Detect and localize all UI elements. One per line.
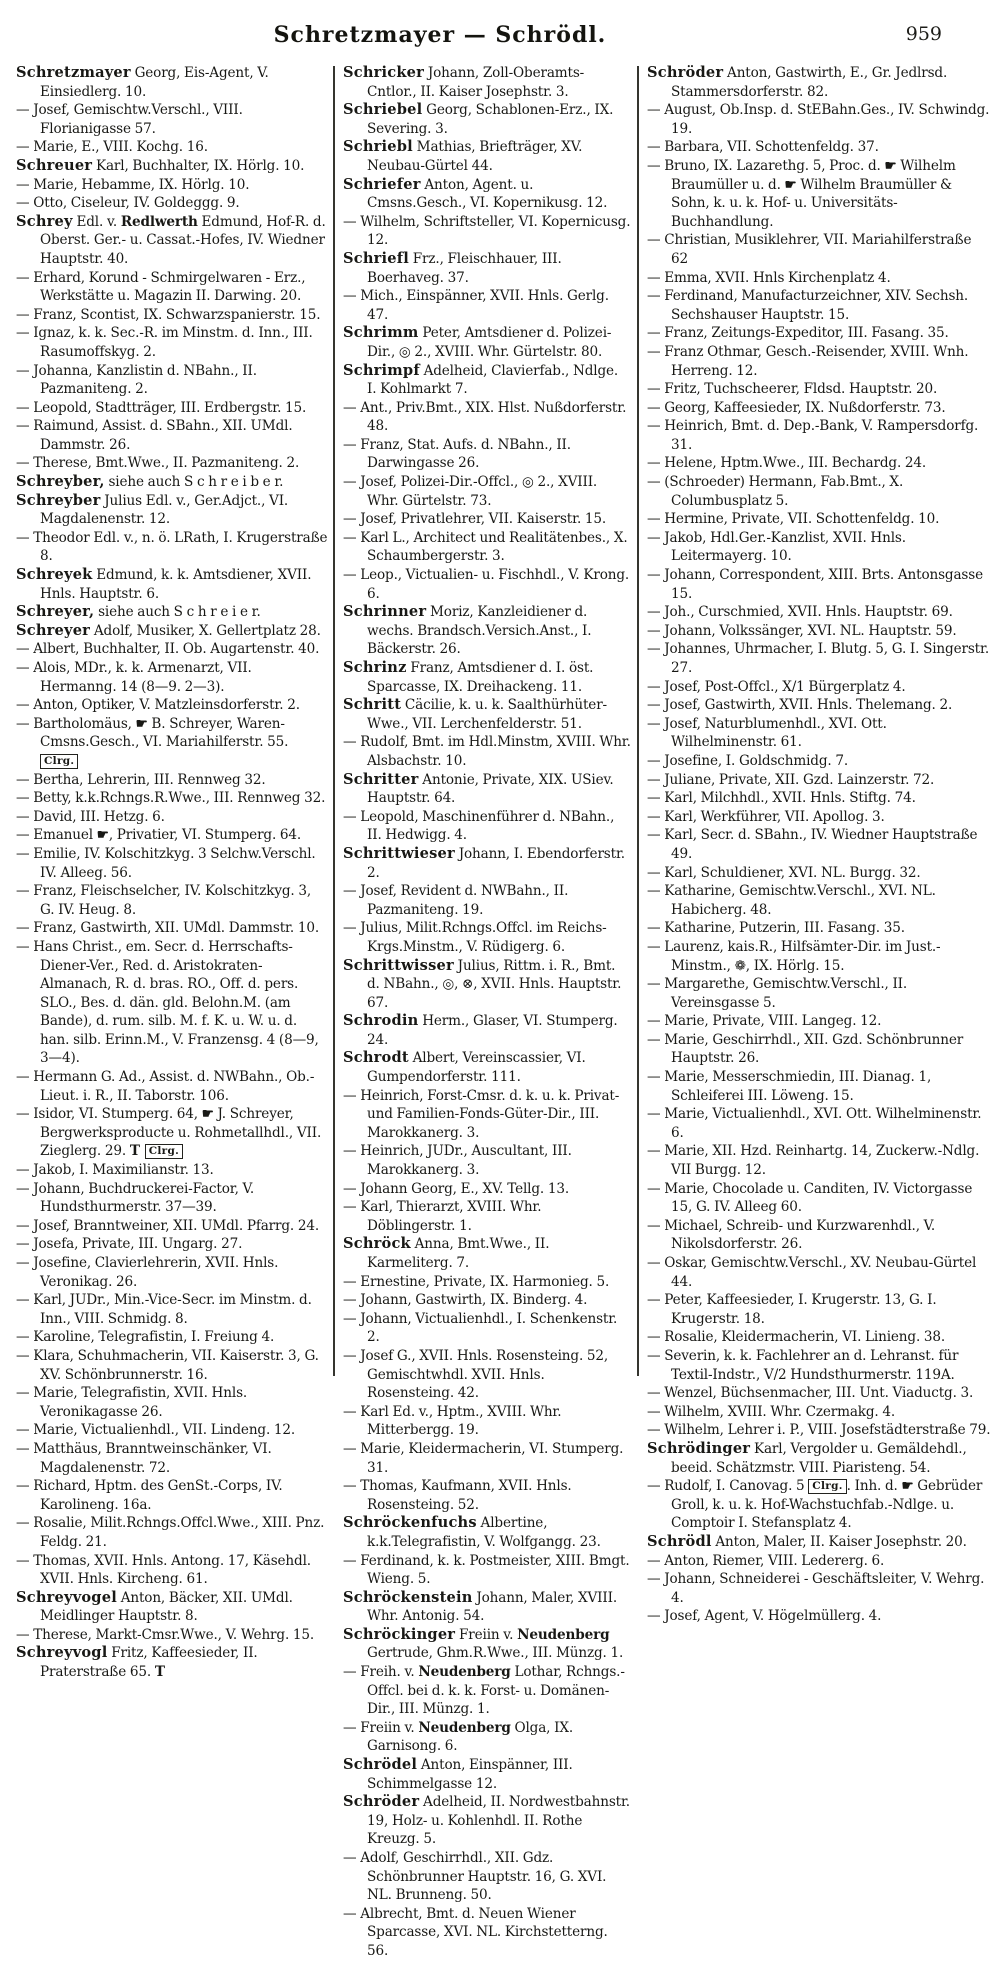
directory-entry: — Rudolf, I. Canovag. 5 Clrg. . Inh. d. ☛ Gebrüder Groll, k. u. k. Hof-Wachstuchfab.-Ndlge. u. Comptoir I. Stefansplatz 4. — [647, 1478, 983, 1532]
directory-entry: — Marie, XII. Hzd. Reinhartg. 14, Zuckerw.-Ndlg. VII Burgg. 12. — [647, 1143, 980, 1179]
directory-entry: — Mich., Einspänner, XVII. Hnls. Gerlg. 47. — [343, 288, 609, 323]
directory-entry-head: Schreyber Julius Edl. v., Ger.Adjct., VI. Magdalenenstr. 12. — [16, 491, 289, 528]
directory-entry: — Johann, Schneiderei - Geschäftsleiter, V. Wehrg. 4. — [647, 1571, 985, 1606]
directory-entry: — Emanuel ☛, Privatier, VI. Stumperg. 64. — [16, 827, 302, 844]
directory-entry: — Josef, Polizei-Dir.-Offcl., ◎ 2., XVIII. Whr. Gürtelstr. 73. — [343, 474, 598, 509]
directory-entry-head: Schriefl Frz., Fleischhauer, III. Boerhaveg. 37. — [343, 249, 562, 286]
directory-entry: — Marie, Telegrafistin, XVII. Hnls. Veronikagasse 26. — [16, 1385, 248, 1420]
directory-entry: — Michael, Schreib- und Kurzwarenhdl., V. Nikolsdorferstr. 26. — [647, 1217, 936, 1253]
directory-entry: — Josefine, I. Goldschmidg. 7. — [647, 752, 848, 769]
directory-entry: — Rosalie, Kleidermacherin, VI. Linieng. 38. — [647, 1329, 946, 1346]
directory-entry: — Jakob, Hdl.Ger.-Kanzlist, XVII. Hnls. Leitermayerg. 10. — [647, 529, 906, 565]
registered-firm-hand-icon: ☛ — [784, 176, 797, 193]
directory-column-1 — [16, 64, 328, 1682]
surname: Schrödl — [647, 1532, 712, 1550]
surname: Schröck — [343, 1235, 411, 1253]
directory-entry: — Bruno, IX. Lazarethg. 5, Proc. d. ☛ Wilhelm Braumüller u. d. ☛ Wilhelm Braumüller & Sohn, k. u. k. Hof- u. Universitäts-Buchhandlung. — [647, 157, 956, 230]
directory-entry: — Raimund, Assist. d. SBahn., XII. UMdl. Dammstr. 26. — [16, 418, 293, 453]
directory-entry-head: Schreyer Adolf, Musiker, X. Gellertplatz 28. — [16, 621, 321, 639]
directory-entry: — Severin, k. k. Fachlehrer an d. Lehranst. für Textil-Indstr., V/2 Hundsthurmerstr. 119A. — [647, 1347, 959, 1383]
directory-entry: — Fritz, Tuchscheerer, Fldsd. Hauptstr. 20. — [647, 381, 938, 398]
directory-entry: — Freiin v. Neudenberg Olga, IX. Garnisong. 6. — [343, 1719, 574, 1755]
surname: Schricker — [343, 64, 425, 81]
directory-entry: — Alois, MDr., k. k. Armenarzt, VII. Hermanng. 14 (8—9. 2—3). — [16, 660, 252, 695]
surname: Schreyber — [16, 491, 101, 509]
directory-entry: — Karl L., Architect und Realitätenbes., X. Schaumbergerstr. 3. — [343, 529, 628, 565]
directory-entry: — Matthäus, Branntweinschänker, VI. Magdalenenstr. 72. — [16, 1440, 272, 1476]
directory-entry: — Karl, Schuldiener, XVI. NL. Burgg. 32. — [647, 864, 921, 881]
directory-entry: — Karl, Thierarzt, XVIII. Whr. Döblingerstr. 1. — [343, 1199, 542, 1234]
registered-firm-hand-icon: ☛ — [135, 715, 148, 732]
directory-entry: — Betty, k.k.Rchngs.R.Wwe., III. Rennweg 32. — [16, 790, 326, 807]
directory-entry: — Wilhelm, Lehrer i. P., VIII. Josefstädterstraße 79. — [647, 1422, 991, 1439]
directory-entry-head: Schröckinger Freiin v. Neudenberg Gertrude, Ghm.R.Wwe., III. Münzg. 1. — [343, 1625, 624, 1662]
running-title: Schretzmayer — Schrödl. — [273, 22, 607, 48]
directory-entry: — Albrecht, Bmt. d. Neuen Wiener Sparcasse, XVI. NL. Kirchstetterng. 56. — [343, 1905, 608, 1959]
directory-entry: — Wilhelm, XVIII. Whr. Czermakg. 4. — [647, 1403, 896, 1420]
directory-entry: — Anton, Optiker, V. Matzleinsdorferstr. 2. — [16, 697, 300, 714]
registered-firm-hand-icon: ☛ — [884, 157, 897, 174]
surname: Schrinz — [343, 659, 407, 676]
directory-entry: — Franz, Fleischselcher, IV. Kolschitzkyg. 3, G. IV. Heug. 8. — [16, 883, 312, 918]
directory-entry: — Karoline, Telegrafistin, I. Freiung 4. — [16, 1329, 275, 1346]
directory-entry: — Josef, Privatlehrer, VII. Kaiserstr. 15. — [343, 511, 607, 528]
directory-entry: — Leop., Victualien- u. Fischhdl., V. Krong. 6. — [343, 567, 630, 602]
directory-entry-head: Schrey Edl. v. Redlwerth Edmund, Hof-R. d. Oberst. Ger.- u. Cassat.-Hofes, IV. Wiedner Hauptstr. 40. — [16, 212, 326, 267]
directory-entry: — Adolf, Geschirrhdl., XII. Gdz. Schönbrunner Hauptstr. 16, G. XVI. NL. Brunneng. 50. — [343, 1850, 607, 1904]
directory-entry: — Georg, Kaffeesieder, IX. Nußdorferstr. 73. — [647, 399, 946, 416]
directory-entry: — Otto, Ciseleur, IV. Goldeggg. 9. — [16, 195, 240, 212]
directory-entry: — Wilhelm, Schriftsteller, VI. Kopernicusg. 12. — [343, 213, 631, 249]
directory-entry: — Marie, Geschirrhdl., XII. Gzd. Schönbrunner Hauptstr. 26. — [647, 1031, 964, 1067]
surname: Schröckinger — [343, 1625, 456, 1643]
surname: Schröder — [647, 64, 724, 81]
directory-entry: — Heinrich, JUDr., Auscultant, III. Marokkanerg. 3. — [343, 1143, 572, 1179]
directory-entry: — Christian, Musiklehrer, VII. Mariahilferstraße 62 — [647, 232, 972, 267]
directory-entry: — Josef, Naturblumenhdl., XVI. Ott. Wilhelminenstr. 61. — [647, 715, 887, 751]
directory-entry: — Oskar, Gemischtw.Verschl., XV. Neubau-Gürtel 44. — [647, 1255, 977, 1290]
surname: Schreyber, — [16, 473, 105, 491]
directory-entry: — Johann, Victualienhdl., I. Schenkenstr. 2. — [343, 1310, 618, 1346]
directory-entry: — Marie, Chocolade u. Canditen, IV. Victorgasse 15, G. IV. Alleeg 60. — [647, 1180, 973, 1216]
surname: Schröckenstein — [343, 1588, 473, 1606]
directory-entry: — Ignaz, k. k. Sec.-R. im Minstm. d. Inn., III. Rasumoffskyg. 2. — [16, 325, 313, 360]
directory-entry-head: Schreyvogl Fritz, Kaffeesieder, II. Praterstraße 65. T — [16, 1644, 258, 1681]
surname: Schreyek — [16, 566, 93, 584]
surname: Schriefl — [343, 249, 409, 267]
directory-entry: — Hans Christ., em. Secr. d. Herrschafts-Diener-Ver., Red. d. Aristokraten-Almanach, R. d. bras. RO., Off. d. pers. SLO., Bes. d. dän. gld. Belohn.M. (am Bande), d. rum. silb. M. f. K. u. W. u. d. han. silb. Erinn.M., V. Franzensg. 4 (8—9, 3—4). — [16, 938, 319, 1067]
directory-entry: — Marie, E., VIII. Kochg. 16. — [16, 139, 208, 156]
registered-firm-hand-icon: ☛ — [201, 1106, 214, 1123]
directory-entry: — Katharine, Gemischtw.Verschl., XVI. NL. Habicherg. 48. — [647, 883, 936, 918]
directory-entry: — Heinrich, Bmt. d. Dep.-Bank, V. Rampersdorfg. 31. — [647, 418, 979, 453]
directory-entry: — Rudolf, Bmt. im Hdl.Minstm, XVIII. Whr. Alsbachstr. 10. — [343, 734, 631, 769]
directory-column-3 — [647, 64, 991, 1626]
directory-entry: — Karl, Werkführer, VII. Apollog. 3. — [647, 808, 885, 825]
directory-entry: — Emilie, IV. Kolschitzkyg. 3 Selchw.Verschl. IV. Alleeg. 56. — [16, 845, 316, 881]
directory-entry: — Heinrich, Forst-Cmsr. d. k. u. k. Privat- und Familien-Fonds-Güter-Dir., III. Marokkanerg. 3. — [343, 1087, 620, 1141]
directory-entry: — Hermann G. Ad., Assist. d. NWBahn., Ob.-Lieut. i. R., II. Taborstr. 106. — [16, 1069, 315, 1104]
surname: Schrey — [16, 212, 73, 230]
surname: Schrimpf — [343, 361, 420, 379]
page-number: 959 — [905, 23, 942, 45]
surname: Schreuer — [16, 156, 93, 174]
directory-entry-head: Schrodt Albert, Vereinscassier, VI. Gumpendorferstr. 111. — [343, 1049, 586, 1086]
surname: Schreyer — [16, 621, 91, 639]
directory-entry-head: Schrödl Anton, Maler, II. Kaiser Josephstr. 20. — [647, 1532, 967, 1550]
surname: Schröckenfuchs — [343, 1514, 477, 1532]
surname: Schrittwisser — [343, 956, 454, 974]
directory-entry: — Karl, Secr. d. SBahn., IV. Wiedner Hauptstraße 49. — [647, 827, 978, 862]
directory-entry: — Thomas, XVII. Hnls. Antong. 17, Käsehdl. XVII. Hnls. Kircheng. 61. — [16, 1552, 311, 1588]
directory-entry: — Juliane, Private, XII. Gzd. Lainzerstr. 72. — [647, 771, 935, 788]
directory-entry: — Marie, Kleidermacherin, VI. Stumperg. 31. — [343, 1440, 624, 1476]
surname: Schrödinger — [647, 1439, 751, 1457]
directory-entry: — Karl Ed. v., Hptm., XVIII. Whr. Mitterbergg. 19. — [343, 1403, 562, 1439]
surname: Schrittwieser — [343, 844, 455, 862]
surname: Schrodt — [343, 1049, 409, 1067]
directory-entry: — Erhard, Korund - Schmirgelwaren - Erz., Werkstätte u. Magazin II. Darwing. 20. — [16, 269, 306, 305]
directory-entry: — David, III. Hetzg. 6. — [16, 808, 165, 825]
directory-entry: — Bartholomäus, ☛ B. Schreyer, Waren-Cmsns.Gesch., VI. Mariahilferstr. 55. Clrg. — [16, 715, 289, 767]
directory-entry: — Karl, JUDr., Min.-Vice-Secr. im Minstm. d. Inn., VIII. Schmidg. 8. — [16, 1292, 312, 1327]
directory-entry: — Isidor, VI. Stumperg. 64, ☛ J. Schreyer, Bergwerksproducte u. Rohmetallhdl., VII. Zieglerg. 29. T Clrg. — [16, 1106, 322, 1160]
surname: Schreyvogel — [16, 1588, 117, 1606]
clearing-badge: Clrg. — [145, 1144, 183, 1159]
directory-entry: — Rosalie, Milit.Rchngs.Offcl.Wwe., XIII. Pnz. Feldg. 21. — [16, 1515, 325, 1550]
directory-entry: — Josef G., XVII. Hnls. Rosensteing. 52, Gemischtwhdl. XVII. Hnls. Rosensteing. 42. — [343, 1347, 609, 1402]
directory-entry: — Julius, Milit.Rchngs.Offcl. im Reichs-Krgs.Minstm., V. Rüdigerg. 6. — [343, 920, 607, 955]
clearing-badge: Clrg. — [808, 1479, 846, 1494]
directory-entry: — Josef, Post-Offcl., X/1 Bürgerplatz 4. — [647, 678, 906, 695]
directory-entry: — Franz, Scontist, IX. Schwarzspanierstr. 15. — [16, 306, 321, 323]
directory-entry: — Hermine, Private, VII. Schottenfeldg. 10. — [647, 511, 940, 528]
directory-entry-head: Schröckenfuchs Albertine, k.k.Telegrafistin, V. Wolfgangg. 23. — [343, 1514, 601, 1550]
directory-entry-head: Schrodin Herm., Glaser, VI. Stumperg. 24. — [343, 1012, 618, 1048]
directory-entry-head: Schröckenstein Johann, Maler, XVIII. Whr. Antonig. 54. — [343, 1588, 618, 1625]
directory-entry: — Jakob, I. Maximilianstr. 13. — [16, 1162, 214, 1179]
directory-entry: — Marie, Private, VIII. Langeg. 12. — [647, 1013, 882, 1030]
directory-entry: — Marie, Victualienhdl., VII. Lindeng. 12. — [16, 1422, 296, 1439]
surname: Schreyer, — [16, 603, 95, 621]
directory-entry-head: Schröder Anton, Gastwirth, E., Gr. Jedlrsd. Stammersdorferstr. 82. — [647, 64, 948, 100]
directory-entry: — Richard, Hptm. des GenSt.-Corps, IV. Karolineng. 16a. — [16, 1478, 283, 1513]
surname: Schrinner — [343, 603, 427, 621]
surname: Schreyvogl — [16, 1644, 108, 1662]
directory-entry-head: Schricker Johann, Zoll-Oberamts-Cntlor., II. Kaiser Josephstr. 3. — [343, 64, 585, 100]
surname: Schretzmayer — [16, 64, 131, 81]
directory-entry-head: Schrödinger Karl, Vergolder u. Gemäldehdl., beeid. Schätzmstr. VIII. Piaristeng. 54. — [647, 1439, 967, 1476]
directory-entry: — Marie, Messerschmiedin, III. Dianag. 1, Schleiferei III. Löweng. 15. — [647, 1069, 932, 1104]
page-header — [0, 22, 1000, 56]
directory-entry: — Joh., Curschmied, XVII. Hnls. Hauptstr. 69. — [647, 604, 953, 621]
directory-entry: — Leopold, Stadtträger, III. Erdbergstr. 15. — [16, 399, 307, 416]
surname: Schrimm — [343, 324, 419, 342]
directory-entry-head: Schröder Adelheid, II. Nordwestbahnstr. 19, Holz- u. Kohlenhdl. II. Rothe Kreuzg. 5. — [343, 1793, 630, 1848]
surname: Schriefer — [343, 175, 421, 193]
directory-entry-head: Schröck Anna, Bmt.Wwe., II. Karmeliterg. 7. — [343, 1235, 550, 1271]
directory-entry: — Thomas, Kaufmann, XVII. Hnls. Rosensteing. 52. — [343, 1478, 572, 1513]
directory-entry-head: Schreuer Karl, Buchhalter, IX. Hörlg. 10. — [16, 156, 305, 174]
directory-entry-head: Schrittwieser Johann, I. Ebendorferstr. 2. — [343, 844, 625, 881]
directory-entry-head: Schritter Antonie, Private, XIX. USiev. Hauptstr. 64. — [343, 770, 614, 807]
directory-entry-head: Schrittwisser Julius, Rittm. i. R., Bmt. d. NBahn., ◎, ⊗, XVII. Hnls. Hauptstr. 67. — [343, 956, 622, 1011]
directory-entry: — Josefine, Clavierlehrerin, XVII. Hnls. Veronikag. 26. — [16, 1255, 279, 1290]
telephone-icon: T — [154, 1664, 166, 1681]
directory-entry: — Johann Georg, E., XV. Tellg. 13. — [343, 1180, 570, 1197]
directory-entry: — Katharine, Putzerin, III. Fasang. 35. — [647, 920, 905, 937]
directory-entry-head: Schretzmayer Georg, Eis-Agent, V. Einsiedlerg. 10. — [16, 64, 269, 100]
directory-entry: — Franz, Stat. Aufs. d. NBahn., II. Darwingasse 26. — [343, 436, 571, 472]
directory-entry-head: Schrimm Peter, Amtsdiener d. Polizei-Dir., ◎ 2., XVIII. Whr. Gürtelstr. 80. — [343, 324, 612, 360]
directory-entry: — Franz, Gastwirth, XII. UMdl. Dammstr. 10. — [16, 920, 320, 937]
directory-entry: — Freih. v. Neudenberg Lothar, Rchngs.-Offcl. bei d. k. k. Forst- u. Domänen-Dir., III. Münzg. 1. — [343, 1664, 625, 1718]
directory-entry: — Ant., Priv.Bmt., XIX. Hlst. Nußdorferstr. 48. — [343, 399, 627, 435]
directory-entry-head: Schriebel Georg, Schablonen-Erz., IX. Severing. 3. — [343, 101, 614, 137]
directory-entry: — Ferdinand, Manufacturzeichner, XIV. Sechsh. Sechshauser Hauptstr. 15. — [647, 288, 969, 323]
surname: Schrodin — [343, 1012, 419, 1030]
directory-entry: — Emma, XVII. Hnls Kirchenplatz 4. — [647, 269, 891, 286]
directory-entry: — Laurenz, kais.R., Hilfsämter-Dir. im Just.-Minstm., ❁, IX. Hörlg. 15. — [647, 938, 941, 974]
column-divider-left — [333, 66, 335, 1376]
directory-entry: — Klara, Schuhmacherin, VII. Kaiserstr. 3, G. XV. Schönbrunnerstr. 16. — [16, 1347, 319, 1383]
surname: Schrödel — [343, 1756, 418, 1774]
directory-entry: — Josef, Agent, V. Högelmüllerg. 4. — [647, 1608, 882, 1625]
directory-entry: — Marie, Victualienhdl., XVI. Ott. Wilhelminenstr. 6. — [647, 1106, 982, 1141]
surname: Schritt — [343, 696, 402, 714]
directory-column-2 — [343, 64, 631, 1961]
directory-entry: — Johann, Correspondent, XIII. Brts. Antonsgasse 15. — [647, 567, 983, 602]
directory-entry: — Josef, Gastwirth, XVII. Hnls. Thelemang. 2. — [647, 697, 953, 714]
directory-entry-head: Schriefer Anton, Agent. u. Cmsns.Gesch., VI. Kopernikusg. 12. — [343, 175, 608, 212]
directory-entry-head: Schritt Cäcilie, k. u. k. Saalthürhüter-Wwe., VII. Lerchenfelderstr. 51. — [343, 696, 607, 732]
directory-entry: — Barbara, VII. Schottenfeldg. 37. — [647, 139, 879, 156]
directory-entry: — Margarethe, Gemischtw.Verschl., II. Vereinsgasse 5. — [647, 976, 908, 1011]
directory-entry-head: Schrinner Moriz, Kanzleidiener d. wechs. Brandsch.Versich.Anst., I. Bäckerstr. 26. — [343, 603, 592, 658]
directory-entry: — Johannes, Uhrmacher, I. Blutg. 5, G. I. Singerstr. 27. — [647, 641, 989, 676]
directory-entry-head: Schriebl Mathias, Briefträger, XV. Neubau-Gürtel 44. — [343, 138, 583, 174]
directory-entry: — Karl, Milchhdl., XVII. Hnls. Stiftg. 74. — [647, 790, 916, 807]
directory-entry: — Albert, Buchhalter, II. Ob. Augartenstr. 40. — [16, 641, 320, 658]
directory-entry: — Leopold, Maschinenführer d. NBahn., II. Hedwigg. 4. — [343, 808, 615, 844]
directory-entry-head: Schrödel Anton, Einspänner, III. Schimmelgasse 12. — [343, 1756, 573, 1792]
directory-entry: — Therese, Markt-Cmsr.Wwe., V. Wehrg. 15. — [16, 1626, 315, 1643]
registered-firm-hand-icon: ☛ — [901, 1478, 914, 1495]
directory-entry: — (Schroeder) Hermann, Fab.Bmt., X. Columbusplatz 5. — [647, 474, 904, 509]
directory-entry: — Bertha, Lehrerin, III. Rennweg 32. — [16, 771, 266, 788]
directory-entry-head: Schrimpf Adelheid, Clavierfab., Ndlge. I. Kohlmarkt 7. — [343, 361, 619, 398]
directory-entry: — Johann, Volkssänger, XVI. NL. Hauptstr. 59. — [647, 622, 957, 639]
directory-entry: — Anton, Riemer, VIII. Ledererg. 6. — [647, 1552, 885, 1569]
directory-entry: — Josef, Gemischtw.Verschl., VIII. Florianigasse 57. — [16, 102, 243, 137]
directory-entry: — Josef, Revident d. NWBahn., II. Pazmaniteng. 19. — [343, 883, 569, 918]
directory-entry-head: Schreyvogel Anton, Bäcker, XII. UMdl. Meidlinger Hauptstr. 8. — [16, 1588, 293, 1625]
directory-entry: — Ferdinand, k. k. Postmeister, XIII. Bmgt. Wieng. 5. — [343, 1552, 630, 1588]
surname: Schriebl — [343, 138, 413, 156]
directory-entry-head: Schreyer, siehe auch S c h r e i e r. — [16, 603, 261, 621]
directory-entry: — Franz, Zeitungs-Expeditor, III. Fasang. 35. — [647, 325, 949, 342]
directory-entry: — Wenzel, Büchsenmacher, III. Unt. Viaductg. 3. — [647, 1385, 974, 1402]
directory-entry: — Josefa, Private, III. Ungarg. 27. — [16, 1236, 243, 1253]
directory-entry-head: Schreyber, siehe auch S c h r e i b e r. — [16, 473, 284, 491]
surname: Schröder — [343, 1793, 420, 1811]
directory-entry-head: Schrinz Franz, Amtsdiener d. I. öst. Sparcasse, IX. Dreihackeng. 11. — [343, 659, 594, 695]
directory-entry: — Theodor Edl. v., n. ö. LRath, I. Krugerstraße 8. — [16, 529, 328, 565]
directory-entry: — Marie, Hebamme, IX. Hörlg. 10. — [16, 176, 250, 193]
directory-entry: — Ernestine, Private, IX. Harmonieg. 5. — [343, 1273, 610, 1290]
surname: Schriebel — [343, 101, 423, 119]
surname: Schritter — [343, 770, 419, 788]
directory-entry: — August, Ob.Insp. d. StEBahn.Ges., IV. Schwindg. 19. — [647, 102, 990, 137]
directory-entry: — Johann, Buchdruckerei-Factor, V. Hundsthurmerstr. 37—39. — [16, 1180, 254, 1216]
directory-entry: — Peter, Kaffeesieder, I. Krugerstr. 13, G. I. Krugerstr. 18. — [647, 1292, 937, 1327]
directory-entry-head: Schreyek Edmund, k. k. Amtsdiener, XVII. Hnls. Hauptstr. 6. — [16, 566, 312, 602]
registered-firm-hand-icon: ☛ — [96, 827, 109, 844]
telephone-icon: T — [129, 1143, 141, 1160]
directory-entry: — Therese, Bmt.Wwe., II. Pazmaniteng. 2. — [16, 455, 300, 472]
clearing-badge: Clrg. — [40, 754, 78, 769]
directory-entry: — Franz Othmar, Gesch.-Reisender, XVIII. Wnh. Herreng. 12. — [647, 343, 969, 379]
directory-entry: — Helene, Hptm.Wwe., III. Bechardg. 24. — [647, 455, 927, 472]
directory-entry: — Johann, Gastwirth, IX. Binderg. 4. — [343, 1292, 588, 1309]
directory-entry: — Johanna, Kanzlistin d. NBahn., II. Pazmaniteng. 2. — [16, 362, 257, 398]
directory-entry: — Josef, Branntweiner, XII. UMdl. Pfarrg. 24. — [16, 1217, 320, 1234]
column-divider-right — [637, 66, 639, 1376]
